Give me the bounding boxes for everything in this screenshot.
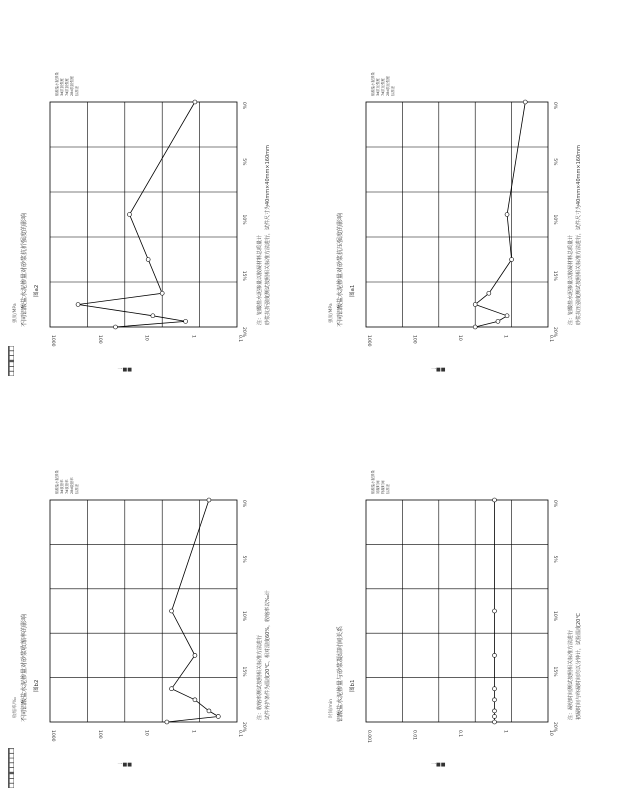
chart-caption: 铝酸盐水泥掺量与砂浆凝结时间关系 [337,625,344,722]
x-tick-label: 0% [241,102,246,110]
x-tick-label: 20% [241,327,246,338]
page-marker-bottom-text: ■■■ ■■■■■■■■ [9,734,15,788]
legend-entry: 3d抗压强度 [376,78,380,96]
legend-entry: 标准差 [75,85,79,96]
y-tick-label: 1000 [50,730,55,742]
x-tick-label: 10% [552,611,557,622]
legend-entry: 3d抗折强度 [60,78,64,96]
x-tick-label: 20% [552,722,557,733]
data-point [492,714,496,718]
footnote-2: 砂浆抗压强度测试按照相关标准方法进行，试件尺寸为40mm×40mm×160mm [576,145,582,325]
x-tick-label: 20% [241,722,246,733]
x-tick-label: 5% [552,555,557,563]
x-tick-label: 5% [241,158,246,166]
chart-title: 图b1 [350,679,356,692]
footnote-1: 注：凝结时间测试按照相关标准方法进行 [568,629,574,720]
chart-br [327,470,582,768]
data-point [473,325,477,329]
x-tick-label: 15% [241,270,246,281]
y-tick-label: 0.1 [548,335,553,343]
chart-bl [11,470,271,768]
data-point [492,687,496,691]
x-tick-label: 10% [241,611,246,622]
chart-tr [327,72,582,373]
chart-caption: 不同铝酸盐水泥掺量对砂浆收缩率的影响 [21,613,28,722]
y-tick-label: 0.1 [457,730,462,738]
side-label: 一■■ [431,762,446,768]
side-label: 一■■ [117,762,132,768]
y-tick-label: 100 [411,335,417,344]
y-tick-label: 100 [96,730,102,739]
chart-tl [11,72,271,373]
x-tick-label: 20% [552,327,557,338]
data-point [492,698,496,702]
data-point [505,213,509,217]
legend-entry: 铝酸盐水泥掺量 [371,470,375,494]
plot-frame [366,500,548,722]
footnote-2: 砂浆抗折强度测试按照相关标准方法进行，试件尺寸为40mm×40mm×160mm [265,145,271,325]
data-point [127,213,131,217]
series-line [167,500,218,722]
y-tick-label: 0.1 [237,335,242,343]
data-point [151,314,155,318]
chart-unit-label: 强度/MPa [329,303,334,323]
data-point [492,709,496,713]
y-tick-label: 0.001 [366,730,371,743]
footnote-2: 初凝时间与终凝时间均以分钟计，试验温度20℃ [576,613,582,720]
data-point [510,258,514,262]
plot-frame [366,102,548,327]
chart-title: 图a2 [34,284,40,297]
data-point [473,303,477,307]
data-point [193,698,197,702]
side-label: 一■■ [431,367,446,373]
chart-caption: 不同铝酸盐水泥掺量对砂浆抗压强度的影响 [337,212,344,327]
footnote-1: 注：收缩率测试按照相关标准方法进行 [257,634,263,720]
legend-entry: 铝酸盐水泥掺量 [55,72,59,96]
x-tick-label: 15% [552,666,557,677]
footnote-1: 注：铝酸盐水泥掺量以胶凝材料总质量计 [568,234,574,325]
legend-entry: 标准差 [391,85,395,96]
data-point [496,319,500,323]
data-point [160,291,164,295]
y-tick-label: 10 [457,335,462,341]
data-point [487,291,491,295]
y-tick-label: 100 [96,335,102,344]
chart-unit-label: 强度/MPa [13,303,18,323]
legend-entry: 初凝时间 [376,480,380,494]
data-point [492,653,496,657]
data-point [492,609,496,613]
y-tick-label: 1 [190,730,196,733]
legend-entry: 3d收缩率 [60,479,64,494]
y-tick-label: 0.1 [237,730,242,738]
x-tick-label: 0% [552,500,557,508]
side-label: 一■■ [117,367,132,373]
legend-entry: 标准差 [386,483,390,494]
plot-frame [50,500,237,722]
legend-entry: 7d收缩率 [65,479,69,494]
data-point [207,498,211,502]
data-point [505,314,509,318]
page-marker-bottom [8,734,15,788]
y-tick-label: 1 [502,730,508,733]
y-tick-label: 1000 [366,335,371,347]
data-point [76,303,80,307]
data-point [492,498,496,502]
plot-frame [50,102,237,327]
data-point [184,319,188,323]
chart-title: 图a1 [350,284,356,297]
legend-entry: 28d收缩率 [70,477,74,494]
page-marker-top-text: ■■■ ■■■■■■■■ [9,322,15,376]
x-tick-label: 5% [241,555,246,563]
x-tick-label: 10% [241,214,246,225]
data-point [170,687,174,691]
x-tick-label: 0% [552,102,557,110]
series-line [78,102,195,327]
data-point [207,709,211,713]
x-tick-label: 5% [552,158,557,166]
y-tick-label: 1000 [50,335,55,347]
data-point [165,720,169,724]
legend-entry: 28d抗压强度 [386,75,390,96]
legend-entry: 标准差 [75,483,79,494]
data-point [492,720,496,724]
data-point [193,100,197,104]
y-tick-label: 10 [143,335,149,341]
legend-entry: 铝酸盐水泥掺量 [55,470,59,494]
legend-entry: 终凝时间 [381,480,385,494]
series-line [475,102,525,327]
data-point [170,609,174,613]
chart-unit-label: 时间/min [329,698,334,718]
footnote-2: 试件养护条件为温度20℃、相对湿度60%，收缩率以‰计 [265,590,271,720]
legend-entry: 28d抗折强度 [70,75,74,96]
x-tick-label: 15% [241,666,246,677]
chart-unit-label: 收缩率/‰ [13,696,18,718]
data-point [523,100,527,104]
legend-entry: 7d抗压强度 [381,78,385,96]
data-point [146,258,150,262]
footnote-1: 注：铝酸盐水泥掺量以胶凝材料总质量计 [257,234,263,325]
x-tick-label: 0% [241,500,246,508]
y-tick-label: 10 [143,730,149,736]
x-tick-label: 15% [552,270,557,281]
legend-entry: 7d抗折强度 [65,78,69,96]
chart-title: 图b2 [34,679,40,692]
y-tick-label: 1 [502,335,508,338]
legend-entry: 铝酸盐水泥掺量 [371,72,375,96]
chart-caption: 不同铝酸盐水泥掺量对砂浆抗折强度的影响 [21,212,28,327]
page-marker-top [8,322,15,376]
x-tick-label: 10% [552,214,557,225]
y-tick-label: 0.01 [411,730,417,741]
data-point [216,714,220,718]
data-point [113,325,117,329]
data-point [193,653,197,657]
y-tick-label: 1 [190,335,196,338]
y-tick-label: 10 [548,730,553,736]
